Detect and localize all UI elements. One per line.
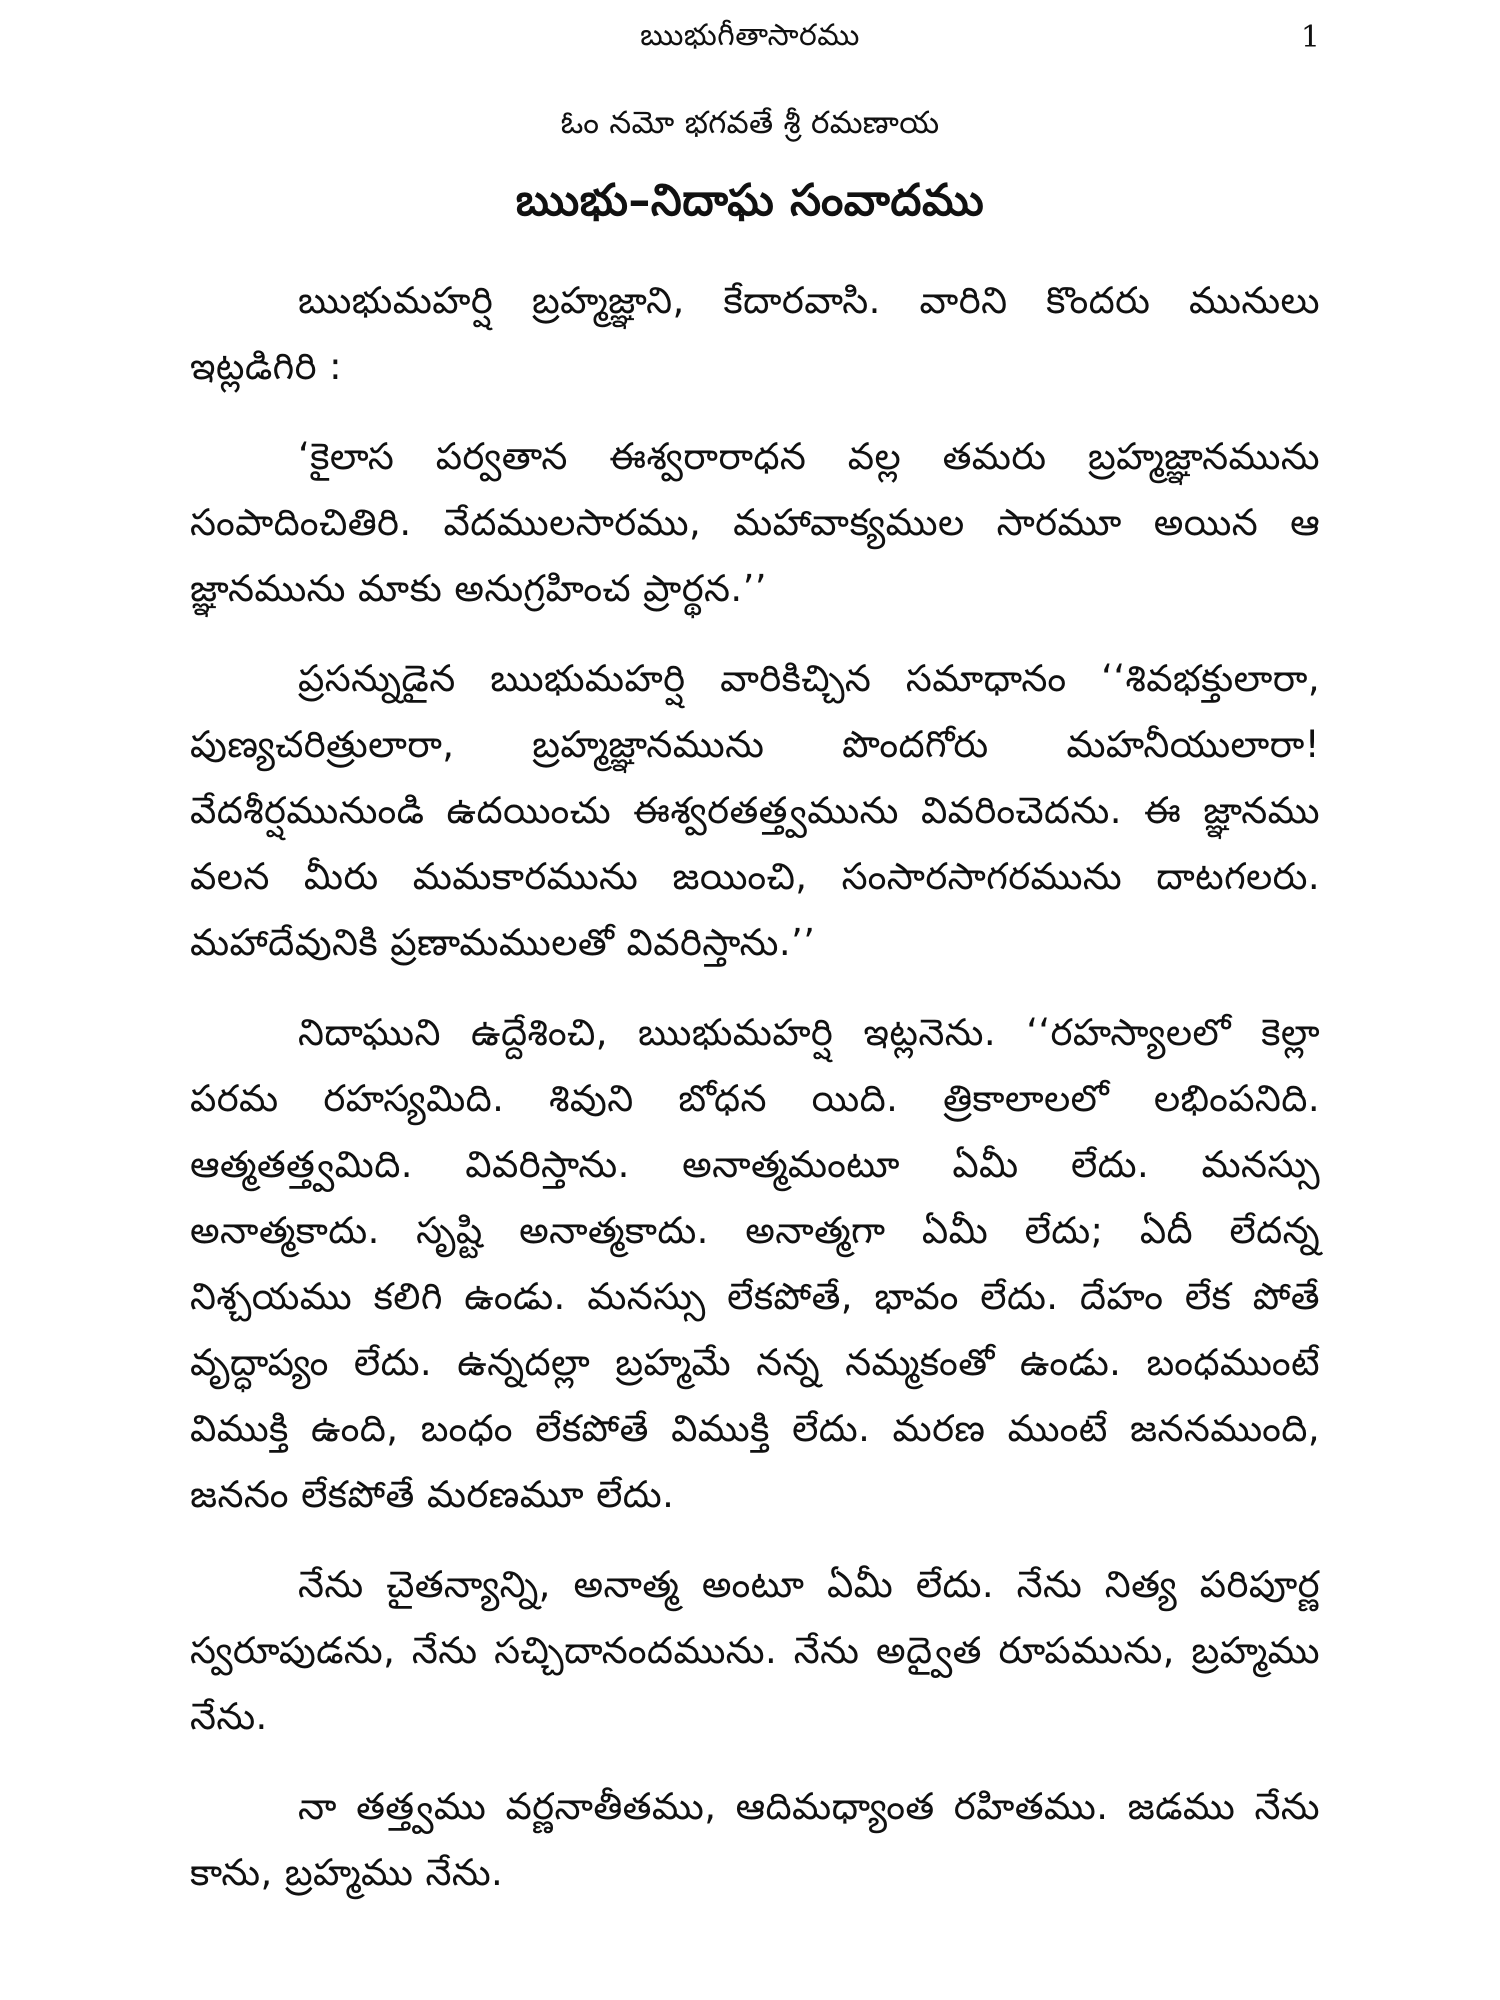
chapter-title: ఋభు–నిదాఘ సంవాదము bbox=[515, 175, 985, 226]
paragraph: ప్రసన్నుడైన ఋభుమహర్షి వారికిచ్చిన సమాధానం ‘‘శివభక్తులారా, పుణ్యచరిత్రులారా, బ్రహ్మజ్ఞానమును పొందగోరు మహనీయులారా! వేదశీర్షమునుండి ఉదయించు ఈశ్వరతత్త్వమును వివరించెదను. ఈ జ్ఞానము వలన మీరు మమకారమును జయించి, సంసారసాగరమును దాటగలరు. మహాదేవునికి ప్రణామములతో వివరిస్తాను.’’ bbox=[190, 657, 1320, 964]
body-text bbox=[190, 268, 1320, 1906]
running-title: ఋభుగీతాసారము bbox=[640, 18, 860, 53]
paragraph: ‘కైలాస పర్వతాన ఈశ్వరారాధన వల్ల తమరు బ్రహ్మజ్ఞానమును సంపాదించితిరి. వేదములసారము, మహావాక్యముల సారమూ అయిన ఆ జ్ఞానమును మాకు అనుగ్రహించ ప్రార్థన.’’ bbox=[190, 435, 1320, 610]
paragraph: నిదాఘుని ఉద్దేశించి, ఋభుమహర్షి ఇట్లనెను. ‘‘రహస్యాలలో కెల్లా పరమ రహస్యమిది. శివుని బోధన యిది. త్రికాలాలలో లభింపనిది. ఆత్మతత్త్వమిది. వివరిస్తాను. అనాత్మమంటూ ఏమీ లేదు. మనస్సు అనాత్మకాదు. సృష్టి అనాత్మకాదు. అనాత్మగా ఏమీ లేదు; ఏదీ లేదన్న నిశ్చయము కలిగి ఉండు. మనస్సు లేకపోతే, భావం లేదు. దేహం లేక పోతే వృద్ధాప్యం లేదు. ఉన్నదల్లా బ్రహ్మమే నన్న నమ్మకంతో ఉండు. బంధముంటే విముక్తి ఉంది, బంధం లేకపోతే విముక్తి లేదు. మరణ ముంటే జననముంది, జననం లేకపోతే మరణమూ లేదు. bbox=[190, 1011, 1320, 1516]
paragraph: ఋభుమహర్షి బ్రహ్మజ్ఞాని, కేదారవాసి. వారిని కొందరు మునులు ఇట్లడిగిరి : bbox=[190, 279, 1320, 388]
paragraph: నేను చైతన్యాన్ని, అనాత్మ అంటూ ఏమీ లేదు. నేను నిత్య పరిపూర్ణ స్వరూపుడను, నేను సచ్చిదానందమును. నేను అద్వైత రూపమును, బ్రహ్మము నేను. bbox=[190, 1563, 1320, 1738]
invocation-line: ఓం నమో భగవతే శ్రీ రమణాయ bbox=[560, 105, 940, 141]
running-header bbox=[0, 10, 1500, 62]
page-number: 1 bbox=[1300, 20, 1320, 55]
paragraph: నా తత్త్వము వర్ణనాతీతము, ఆదిమధ్యాంత రహితము. జడము నేను కాను, బ్రహ్మము నేను. bbox=[190, 1785, 1320, 1894]
